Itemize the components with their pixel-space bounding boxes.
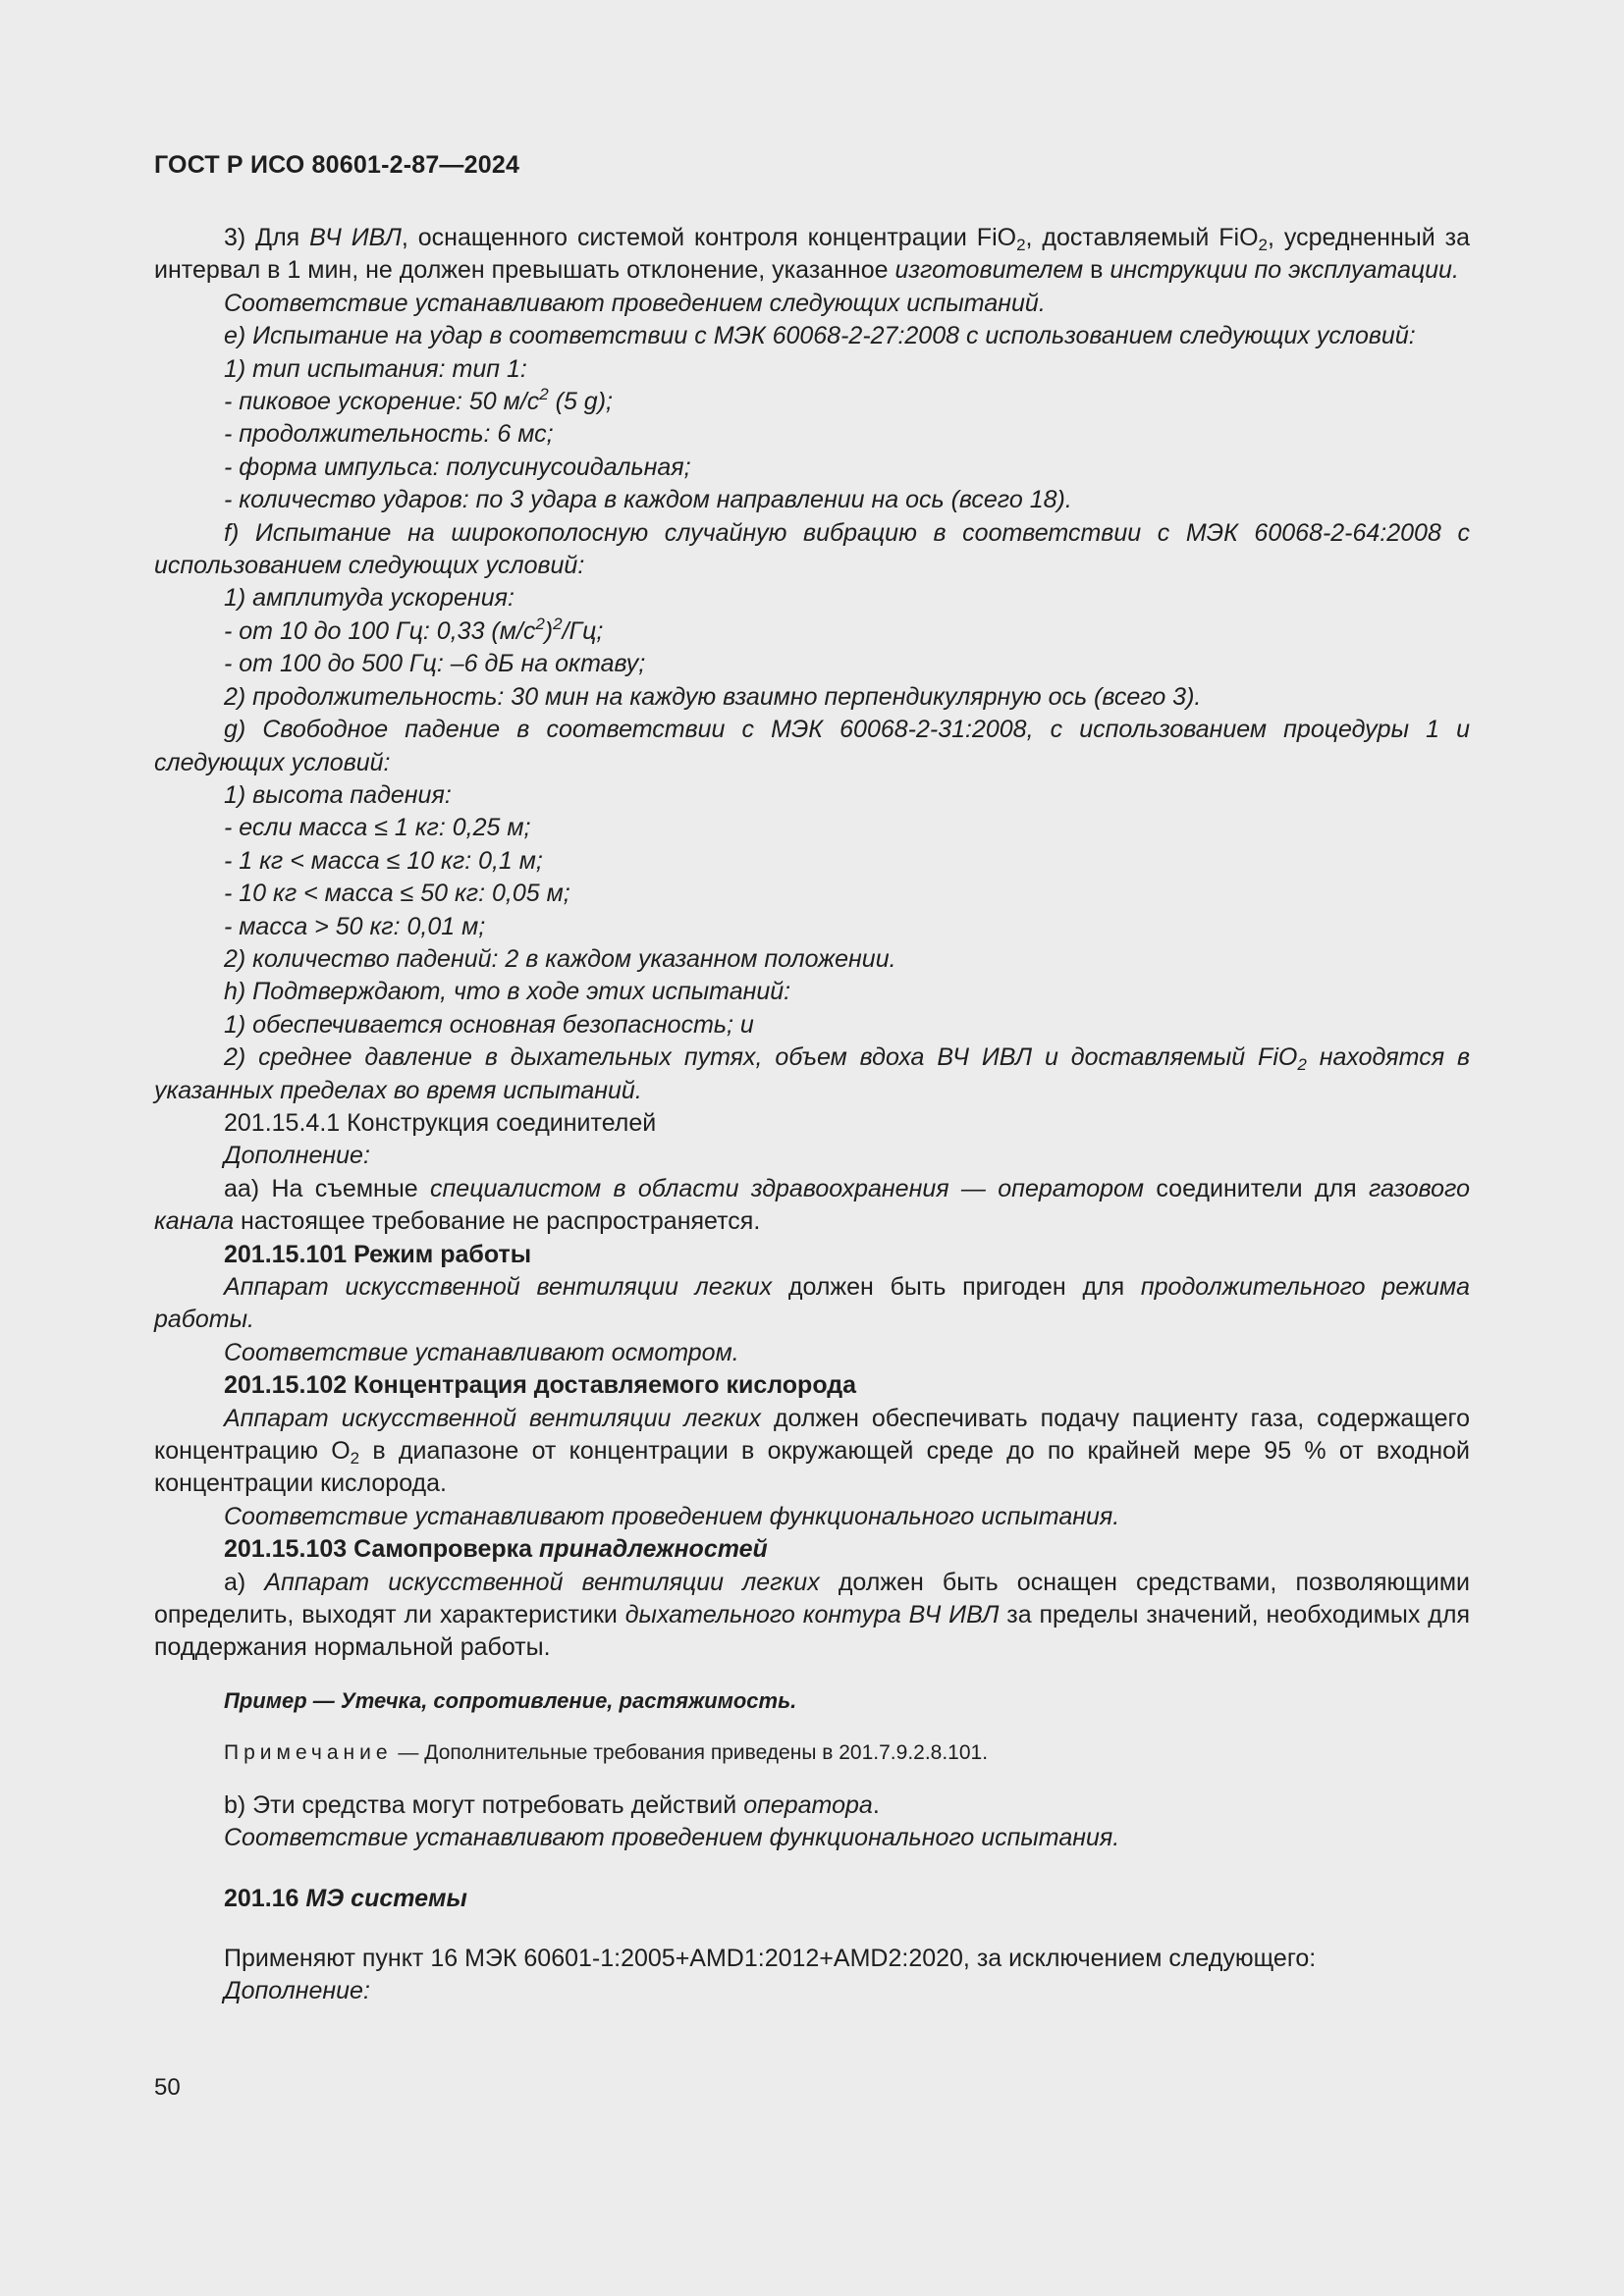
clause-heading: 201.15.102 Концентрация доставляемого кислорода xyxy=(224,1371,857,1400)
clause-title: 201.15.4.1 Конструкция соединителей xyxy=(224,1108,657,1137)
list-item: - от 10 до 100 Гц: 0,33 $(м/с^2)^2/Гц$; xyxy=(224,614,604,645)
list-item: - форма импульса: полусинусоидальная; xyxy=(224,453,691,481)
list-item: - пиковое ускорение: 50 $м/с^2$ (5 g); xyxy=(224,385,613,416)
note: Примечание — Дополнительные требования приведены в 201.7.9.2.8.101. xyxy=(224,1741,989,1765)
document-body xyxy=(154,222,1470,2008)
paragraph-aa: аа) На съемные специалистом в области здравоохранения — оператором соединители для газового канала настоящее требование не распространяется. xyxy=(154,1174,1470,1236)
paragraph-g: g) Свободное падение в соответствии с МЭК 60068-2-31:2008, с использованием процедуры 1 и следующих условий: xyxy=(154,716,1470,776)
paragraph: Применяют пункт 16 МЭК 60601-1:2005+AMD1:2012+AMD2:2020, за исключением следующего: xyxy=(224,1944,1317,1972)
paragraph-f: f) Испытание на широкополосную случайную вибрацию в соответствии с МЭК 60068-2-64:2008 с использованием следующих условий: xyxy=(154,518,1470,580)
list-item: 1) высота падения: xyxy=(224,780,452,809)
list-item: - количество ударов: по 3 удара в каждом направлении на ось (всего 18). xyxy=(224,486,1072,514)
compliance-statement: Соответствие устанавливают проведением следующих испытаний. xyxy=(224,289,1046,317)
compliance-statement: Соответствие устанавливают проведением функционального испытания. xyxy=(224,1502,1120,1530)
list-item: - 10 кг < масса ≤ 50 кг: 0,05 м; xyxy=(224,880,570,908)
addition-label: Дополнение: xyxy=(224,1142,370,1170)
compliance-statement: Соответствие устанавливают осмотром. xyxy=(224,1338,739,1366)
paragraph-h: h) Подтверждают, что в ходе этих испытаний: xyxy=(224,978,791,1006)
list-item: - если масса ≤ 1 кг: 0,25 м; xyxy=(224,814,531,842)
list-item: 1) амплитуда ускорения: xyxy=(224,584,514,613)
example: Пример — Утечка, сопротивление, растяжимость. xyxy=(224,1687,797,1713)
paragraph: Аппарат искусственной вентиляции легких должен обеспечивать подачу пациенту газа, содержащего концентрацию $O_2$ в диапазоне от концентрации в окружающей среде до по крайней мере 95 % от входной концентрации кислорода. xyxy=(154,1404,1471,1498)
list-item: - 1 кг < масса ≤ 10 кг: 0,1 м; xyxy=(224,846,543,875)
list-item: - продолжительность: 6 мс; xyxy=(224,420,554,449)
page-number: 50 xyxy=(154,2074,181,2101)
paragraph-b: b) Эти средства могут потребовать действий оператора. xyxy=(224,1790,880,1819)
list-item: 1) тип испытания: тип 1: xyxy=(224,354,527,383)
compliance-statement: Соответствие устанавливают проведением функционального испытания. xyxy=(224,1824,1120,1852)
paragraph: а) Аппарат искусственной вентиляции легких должен быть оснащен средствами, позволяющими определить, выходят ли характеристики дыхательного контура ВЧ ИВЛ за пределы значений, необходимых для поддержания нормальной работы. xyxy=(154,1568,1470,1662)
list-item: 1) обеспечивается основная безопасность; и xyxy=(224,1010,754,1039)
paragraph: Аппарат искусственной вентиляции легких должен быть пригоден для продолжительного режима работы. xyxy=(154,1273,1470,1334)
paragraph-item-3: 3) Для ВЧ ИВЛ, оснащенного системой контроля концентрации FiO$_2$, доставляемый FiO$_2$, усредненный за интервал в 1 мин, не должен превышать отклонение, указанное изготовителем в инструкции по эксплуатации. xyxy=(154,224,1471,285)
paragraph-e: е) Испытание на удар в соответствии с МЭК 60068-2-27:2008 с использованием следующих условий: xyxy=(224,322,1416,350)
list-item: 2) количество падений: 2 в каждом указанном положении. xyxy=(224,944,896,973)
list-item: 2) продолжительность: 30 мин на каждую взаимно перпендикулярную ось (всего 3). xyxy=(224,682,1202,711)
addition-label: Дополнение: xyxy=(224,1977,370,2005)
section-heading: 201.16 МЭ системы xyxy=(224,1884,467,1912)
list-item: - масса > 50 кг: 0,01 м; xyxy=(224,912,486,940)
clause-heading: 201.15.103 Самопроверка принадлежностей xyxy=(224,1535,768,1564)
document-header: ГОСТ Р ИСО 80601-2-87—2024 xyxy=(154,151,520,179)
list-item: 2) среднее давление в дыхательных путях, объем вдоха ВЧ ИВЛ и доставляемый FiO$_2$ находятся в указанных пределах во время испытаний. xyxy=(154,1043,1470,1104)
list-item: - от 100 до 500 Гц: –6 дБ на октаву; xyxy=(224,650,646,678)
clause-heading: 201.15.101 Режим работы xyxy=(224,1240,532,1268)
